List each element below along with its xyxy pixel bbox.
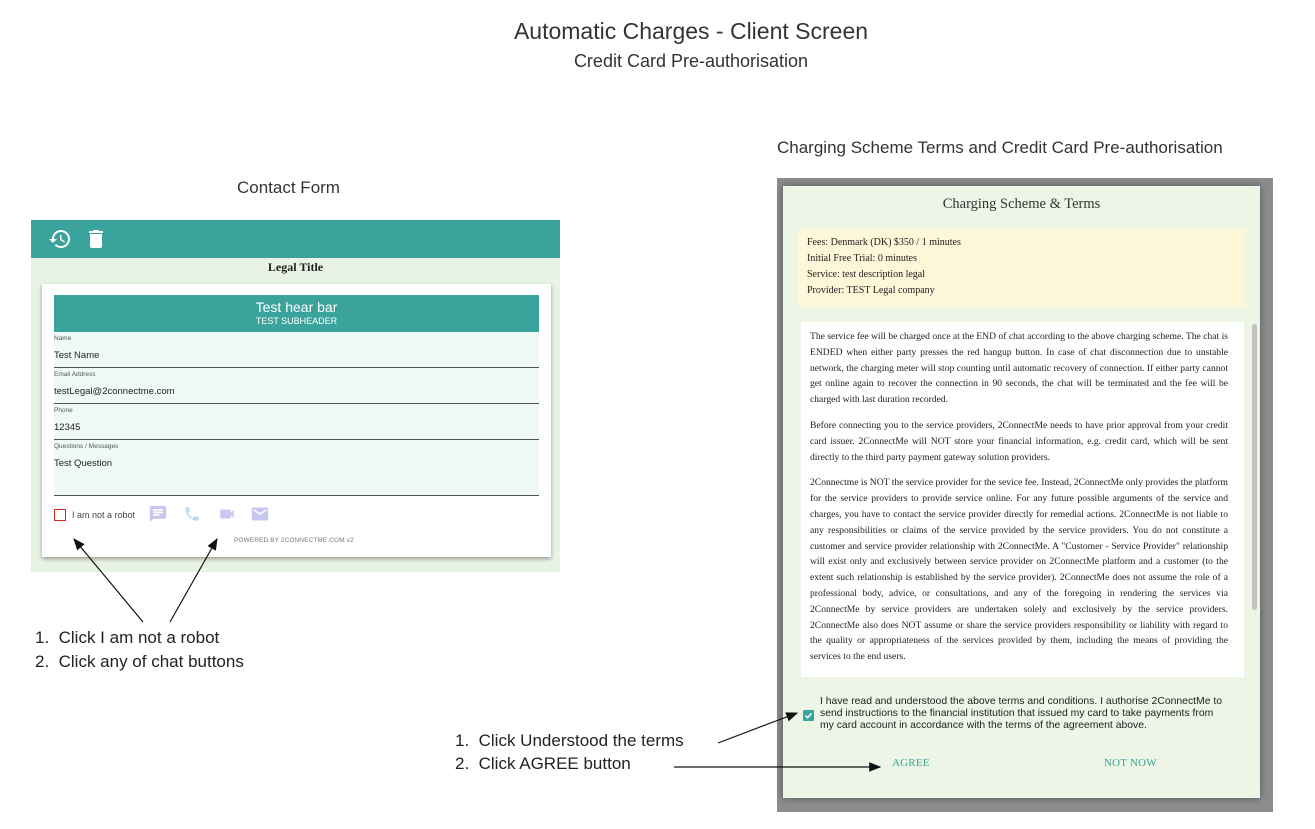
legal-title: Legal Title <box>267 260 324 274</box>
arrow-to-understood-checkbox <box>718 713 797 743</box>
terms-instruction-1-text: Click Understood the terms <box>478 731 684 750</box>
form-header-subtitle: TEST SUBHEADER <box>255 316 338 326</box>
contact-instruction-2-text: Click any of chat buttons <box>58 652 244 671</box>
robot-checkbox-label[interactable]: I am not a robot <box>72 510 136 520</box>
contact-instruction-1: 1. Click I am not a robot <box>35 628 220 647</box>
powered-by-text: POWERED BY 2CONNECTME.COM v2 <box>234 537 354 544</box>
provider-line: Provider: TEST Legal company <box>807 285 935 296</box>
terms-dialog-title: Charging Scheme & Terms <box>942 196 1101 212</box>
terms-instruction-2: 2. Click AGREE button <box>455 754 631 773</box>
terms-paragraph: The service fee will be charged once at the END of chat according to the above charging scheme. The chat is ENDED when either party presses the red hangup button. In case of chat disconnection due to unstable network, the charging meter will stop counting until automatic recovery of connection. If either party cannot get online again to recover the connection in 90 seconds, the chat will be terminated and the fee will be charged with last duration recorded. <box>810 331 1228 406</box>
phone-field-label: Phone <box>54 407 73 414</box>
fees-line: Fees: Denmark (DK) $350 / 1 minutes <box>807 237 961 248</box>
terms-instruction-2-text: Click AGREE button <box>478 754 631 773</box>
form-header-title: Test hear bar <box>255 299 338 315</box>
terms-section-title: Charging Scheme Terms and Credit Card Pre-authorisation <box>777 138 1223 157</box>
email-field-value[interactable]: testLegal@2connectme.com <box>54 386 175 397</box>
arrow-to-robot-checkbox <box>74 539 143 622</box>
arrow-to-chat-buttons <box>170 539 217 622</box>
contact-instruction-1-text: Click I am not a robot <box>58 628 220 647</box>
message-field-value[interactable]: Test Question <box>54 458 113 469</box>
page-title: Automatic Charges - Client Screen <box>513 18 869 44</box>
name-field-value[interactable]: Test Name <box>54 350 100 361</box>
terms-instruction-1: 1. Click Understood the terms <box>455 731 684 750</box>
agree-button[interactable]: AGREE <box>892 757 930 769</box>
contact-form-section-title: Contact Form <box>237 178 340 197</box>
service-line: Service: test description legal <box>807 269 926 280</box>
terms-paragraph: 2Connectme is NOT the service provider for the sevice fee. Instead, 2ConnectMe only provides the platform for the service providers to provide service online. For any future possible arguments of the service and charges, you have to contact the service provider directly for remedial actions. 2ConnectMe is not liable to any responsibilities or claims of the service provided by the service providers. You do not constitute a customer and service provider relationship with 2ConnectMe. A "Customer - Service Provider" relationship will exist only and exclusively between service provider on 2ConnectMe platform and a customer (to the extent such relationship is established by the service provider). 2ConnectMe does not assume the role of a professional body, advice, or consultations, and any of the foregoing in rendering the services via 2ConnectMe by service providers are undertaken solely and exclusively by the service providers. 2ConnectMe also does NOT assume or share the service providers responsibility or liability with regard to the quality or appropriateness of the services provided by them, including the means of providing the services to the end users. <box>810 477 1228 663</box>
free-trial-line: Initial Free Trial: 0 minutes <box>807 253 917 264</box>
name-field-label: Name <box>54 335 72 342</box>
understood-terms-label[interactable]: I have read and understood the above terms and conditions. I authorise 2ConnectMe to send instructions to the financial institution that issued my card to take payments from my card account in accordance with the terms of the agreement above. <box>820 696 1223 731</box>
email-field-label: Email Address <box>54 371 96 378</box>
page-subtitle: Credit Card Pre-authorisation <box>573 51 809 71</box>
contact-instruction-2: 2. Click any of chat buttons <box>35 652 244 671</box>
phone-field-value[interactable]: 12345 <box>54 422 81 433</box>
terms-paragraph: Before connecting you to the service providers, 2ConnectMe needs to have prior approval from your credit card issuer. 2ConnectMe will NOT store your financial information, e.g. credit card, which will be sent directly to the third party payment gateway solution providers. <box>810 419 1228 463</box>
not-now-button[interactable]: NOT NOW <box>1104 757 1157 769</box>
message-field-label: Questions / Messages <box>54 443 119 450</box>
